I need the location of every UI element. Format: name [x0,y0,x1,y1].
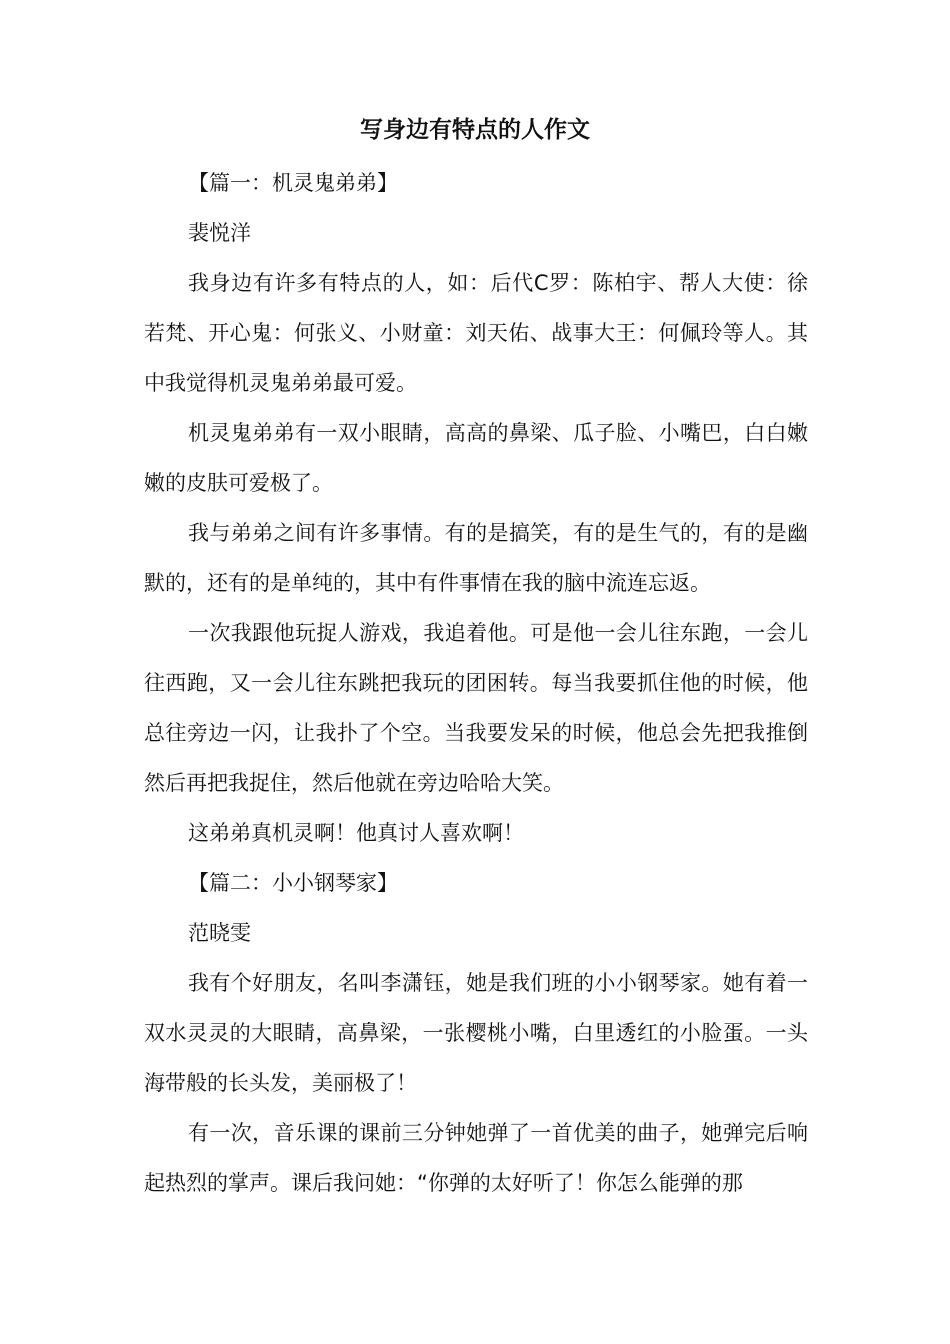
document-title: 写身边有特点的人作文 [360,117,590,143]
section-heading-1: 【篇一：机灵鬼弟弟】 [188,171,398,195]
paragraph: 有一次，音乐课的课前三分钟她弹了一首优美的曲子，她弹完后响起热烈的掌声。课后我问她：“你弹的太好听了！你怎么能弹的那 [144,1121,808,1195]
author-name-1: 裴悦洋 [188,221,251,245]
paragraph: 我有个好朋友，名叫李潇钰，她是我们班的小小钢琴家。她有着一双水灵灵的大眼睛，高鼻梁，一张樱桃小嘴，白里透红的小脸蛋。一头海带般的长头发，美丽极了！ [144,971,808,1095]
paragraph: 一次我跟他玩捉人游戏，我追着他。可是他一会儿往东跑，一会儿往西跑，又一会儿往东跳把我玩的团困转。每当我要抓住他的时候，他总往旁边一闪，让我扑了个空。当我要发呆的时候，他总会先把我推倒然后再把我捉住，然后他就在旁边哈哈大笑。 [144,621,808,795]
section-heading-2: 【篇二：小小钢琴家】 [188,871,398,895]
paragraph: 机灵鬼弟弟有一双小眼睛，高高的鼻梁、瓜子脸、小嘴巴，白白嫩嫩的皮肤可爱极了。 [144,421,808,495]
document-body [144,158,808,1208]
paragraph: 我身边有许多有特点的人，如：后代C罗：陈柏宇、帮人大使：徐若梵、开心鬼：何张义、小财童：刘天佑、战事大王：何佩玲等人。其中我觉得机灵鬼弟弟最可爱。 [144,271,808,395]
paragraph: 这弟弟真机灵啊！他真讨人喜欢啊！ [188,821,524,845]
author-name-2: 范晓雯 [188,921,251,945]
paragraph: 我与弟弟之间有许多事情。有的是搞笑，有的是生气的，有的是幽默的，还有的是单纯的，其中有件事情在我的脑中流连忘返。 [144,521,808,595]
